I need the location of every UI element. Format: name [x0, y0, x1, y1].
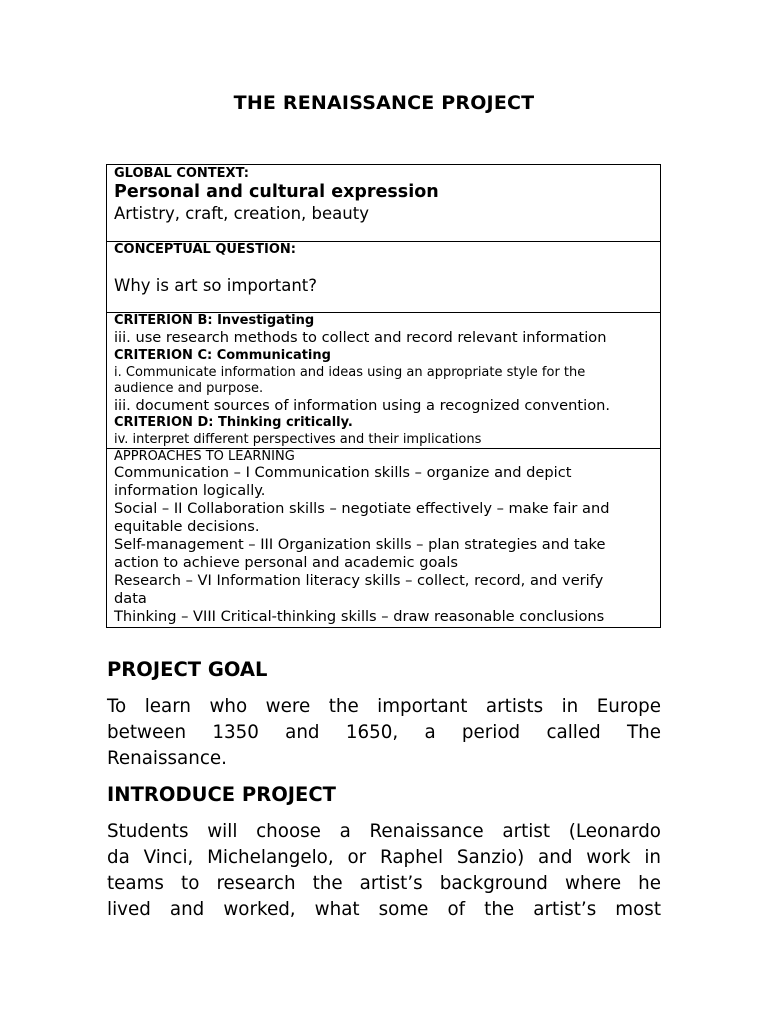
paragraph-line: teams to research the artist’s background where he	[107, 873, 661, 894]
approaches-line: information logically.	[114, 482, 266, 499]
approaches-line: Self-management – III Organization skills – plan strategies and take	[114, 536, 606, 553]
approaches-line: Communication – I Communication skills – organize and depict	[114, 464, 572, 481]
approaches-line: action to achieve personal and academic goals	[114, 554, 458, 571]
approaches-line: Research – VI Information literacy skills – collect, record, and verify	[114, 572, 604, 589]
project-goal-heading: PROJECT GOAL	[107, 658, 268, 681]
paragraph-line: da Vinci, Michelangelo, or Raphel Sanzio) and work in	[107, 847, 661, 868]
project-info-table	[106, 164, 661, 628]
criterion-c-item-1-line1: i. Communicate information and ideas using an appropriate style for the	[114, 365, 586, 380]
global-context-cell	[107, 165, 660, 241]
global-context-label: GLOBAL CONTEXT:	[114, 166, 249, 181]
paragraph-line: between 1350 and 1650, a period called The	[107, 722, 661, 743]
criterion-b-label: CRITERION B: Investigating	[114, 313, 315, 328]
paragraph-line: Students will choose a Renaissance artist (Leonardo	[107, 821, 661, 842]
project-goal-paragraph	[107, 694, 661, 772]
approaches-cell	[107, 448, 660, 627]
introduce-project-paragraph	[107, 819, 661, 923]
approaches-label: APPROACHES TO LEARNING	[114, 449, 295, 464]
criterion-c-item-3: iii. document sources of information using a recognized convention.	[114, 397, 611, 414]
criterion-c-label: CRITERION C: Communicating	[114, 348, 331, 363]
conceptual-question-cell	[107, 241, 660, 312]
conceptual-question-text: Why is art so important?	[114, 276, 318, 295]
criterion-b-item: iii. use research methods to collect and record relevant information	[114, 329, 607, 346]
approaches-line: Social – II Collaboration skills – negotiate effectively – make fair and	[114, 500, 610, 517]
introduce-project-heading: INTRODUCE PROJECT	[107, 783, 336, 806]
approaches-line: data	[114, 590, 147, 607]
approaches-line: equitable decisions.	[114, 518, 260, 535]
global-context-heading: Personal and cultural expression	[114, 182, 439, 202]
paragraph-line: Renaissance.	[107, 748, 227, 769]
criterion-c-item-1-line2: audience and purpose.	[114, 381, 264, 396]
paragraph-line: To learn who were the important artists in Europe	[107, 696, 661, 717]
approaches-line: Thinking – VIII Critical-thinking skills – draw reasonable conclusions	[114, 608, 605, 625]
global-context-detail: Artistry, craft, creation, beauty	[114, 204, 369, 223]
paragraph-line: lived and worked, what some of the artist’s most	[107, 899, 661, 920]
criterion-d-item: iv. interpret different perspectives and their implications	[114, 432, 482, 447]
page-title: THE RENAISSANCE PROJECT	[233, 92, 535, 114]
criterion-d-label: CRITERION D: Thinking critically.	[114, 415, 353, 430]
conceptual-question-label: CONCEPTUAL QUESTION:	[114, 242, 296, 257]
criteria-cell	[107, 312, 660, 448]
